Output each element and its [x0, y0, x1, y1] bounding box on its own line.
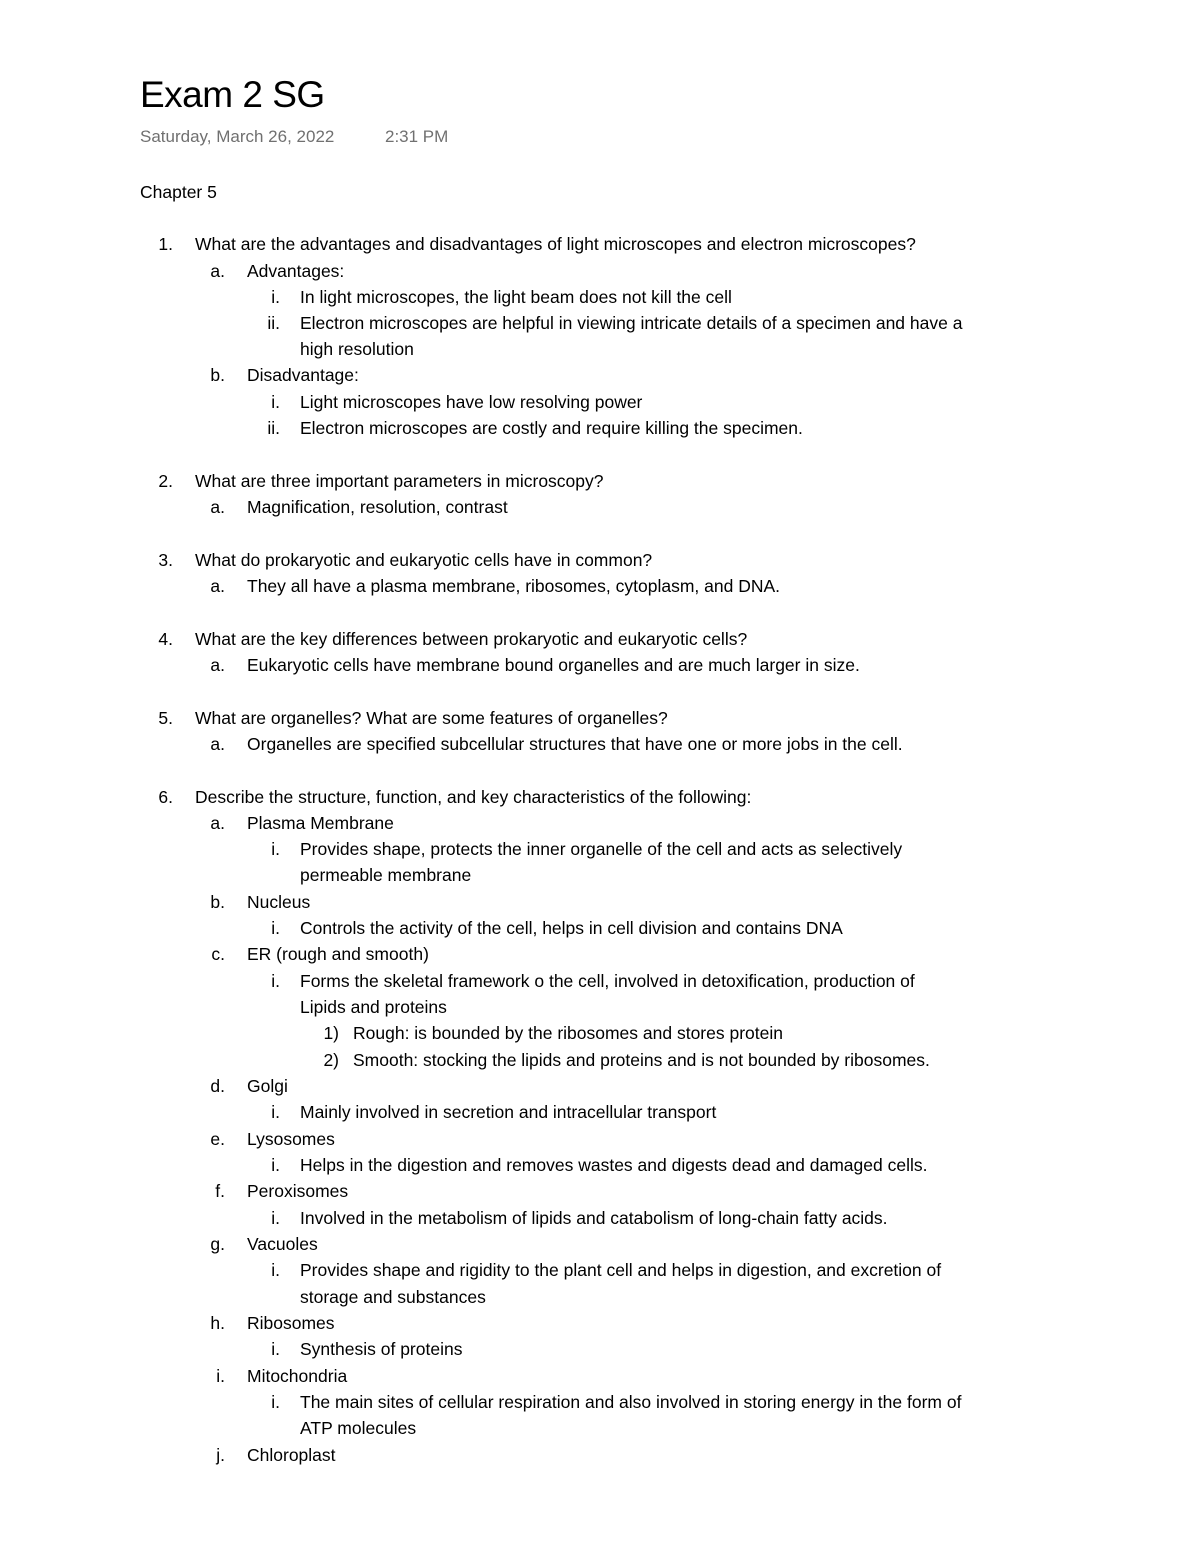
list-text: Lipids and proteins [300, 997, 447, 1017]
list-text: Involved in the metabolism of lipids and catabolism of long-chain fatty acids. [300, 1208, 888, 1228]
list-text: high resolution [300, 339, 414, 359]
list-marker: i. [271, 1102, 280, 1122]
list-text: storage and substances [300, 1287, 486, 1307]
list-text: Magnification, resolution, contrast [247, 497, 508, 517]
list-text: Mitochondria [247, 1366, 348, 1386]
list-text: Chloroplast [247, 1445, 336, 1465]
list-text: Golgi [247, 1076, 288, 1096]
list-text: What do prokaryotic and eukaryotic cells have in common? [195, 550, 653, 570]
list-marker: a. [210, 734, 225, 754]
list-marker: i. [271, 392, 280, 412]
list-text: Eukaryotic cells have membrane bound organelles and are much larger in size. [247, 655, 860, 675]
list-text: In light microscopes, the light beam does not kill the cell [300, 287, 732, 307]
list-marker: j. [216, 1445, 225, 1465]
list-text: Light microscopes have low resolving power [300, 392, 643, 412]
list-marker: a. [210, 261, 225, 281]
list-marker: d. [210, 1076, 225, 1096]
list-marker: 1) [323, 1023, 339, 1043]
list-text: Vacuoles [247, 1234, 318, 1254]
list-marker: i. [271, 1392, 280, 1412]
list-text: Electron microscopes are costly and require killing the specimen. [300, 418, 803, 438]
list-text: permeable membrane [300, 865, 472, 885]
list-marker: a. [210, 576, 225, 596]
list-text: Helps in the digestion and removes wastes and digests dead and damaged cells. [300, 1155, 928, 1175]
page-time: 2:31 PM [385, 127, 449, 146]
list-marker: g. [210, 1234, 225, 1254]
list-text: What are three important parameters in microscopy? [195, 471, 604, 491]
page-date: Saturday, March 26, 2022 [140, 127, 335, 146]
list-marker: i. [271, 1260, 280, 1280]
list-text: ATP molecules [300, 1418, 417, 1438]
list-marker: ii. [267, 418, 280, 438]
list-marker: 2. [158, 471, 173, 491]
list-text: Provides shape, protects the inner organelle of the cell and acts as selectively [300, 839, 903, 859]
list-marker: 2) [323, 1050, 339, 1070]
list-marker: ii. [267, 313, 280, 333]
list-marker: a. [210, 813, 225, 833]
list-text: What are the advantages and disadvantages of light microscopes and electron microscopes? [195, 234, 916, 254]
list-text: Disadvantage: [247, 365, 359, 385]
list-text: Advantages: [247, 261, 345, 281]
list-text: They all have a plasma membrane, ribosomes, cytoplasm, and DNA. [247, 576, 781, 596]
list-text: What are organelles? What are some features of organelles? [195, 708, 668, 728]
list-marker: a. [210, 655, 225, 675]
list-text: ER (rough and smooth) [247, 944, 429, 964]
list-marker: 1. [158, 234, 173, 254]
list-marker: i. [271, 1208, 280, 1228]
list-marker: i. [271, 287, 280, 307]
list-text: Lysosomes [247, 1129, 335, 1149]
list-text: Plasma Membrane [247, 813, 394, 833]
chapter-heading: Chapter 5 [140, 182, 217, 202]
list-marker: e. [210, 1129, 225, 1149]
list-marker: 5. [158, 708, 173, 728]
list-marker: i. [216, 1366, 225, 1386]
list-text: The main sites of cellular respiration and also involved in storing energy in the form of [300, 1392, 962, 1412]
list-marker: f. [215, 1181, 225, 1201]
list-text: What are the key differences between prokaryotic and eukaryotic cells? [195, 629, 748, 649]
list-marker: i. [271, 1339, 280, 1359]
list-marker: i. [271, 971, 280, 991]
list-marker: a. [210, 497, 225, 517]
list-text: Nucleus [247, 892, 311, 912]
list-text: Forms the skeletal framework o the cell, involved in detoxification, production of [300, 971, 915, 991]
list-text: Peroxisomes [247, 1181, 349, 1201]
page-title: Exam 2 SG [140, 74, 325, 115]
list-text: Organelles are specified subcellular structures that have one or more jobs in the cell. [247, 734, 903, 754]
list-text: Smooth: stocking the lipids and proteins and is not bounded by ribosomes. [353, 1050, 930, 1070]
list-marker: b. [210, 365, 225, 385]
list-marker: i. [271, 839, 280, 859]
list-text: Mainly involved in secretion and intracellular transport [300, 1102, 717, 1122]
list-marker: 4. [158, 629, 173, 649]
list-text: Controls the activity of the cell, helps in cell division and contains DNA [300, 918, 843, 938]
list-text: Provides shape and rigidity to the plant cell and helps in digestion, and excretion of [300, 1260, 942, 1280]
list-text: Rough: is bounded by the ribosomes and stores protein [353, 1023, 783, 1043]
list-text: Describe the structure, function, and key characteristics of the following: [195, 787, 752, 807]
list-marker: b. [210, 892, 225, 912]
list-marker: 6. [158, 787, 173, 807]
list-text: Electron microscopes are helpful in viewing intricate details of a specimen and have a [300, 313, 963, 333]
list-marker: i. [271, 1155, 280, 1175]
list-marker: h. [210, 1313, 225, 1333]
list-marker: i. [271, 918, 280, 938]
list-marker: c. [211, 944, 225, 964]
list-text: Ribosomes [247, 1313, 335, 1333]
list-marker: 3. [158, 550, 173, 570]
list-text: Synthesis of proteins [300, 1339, 463, 1359]
